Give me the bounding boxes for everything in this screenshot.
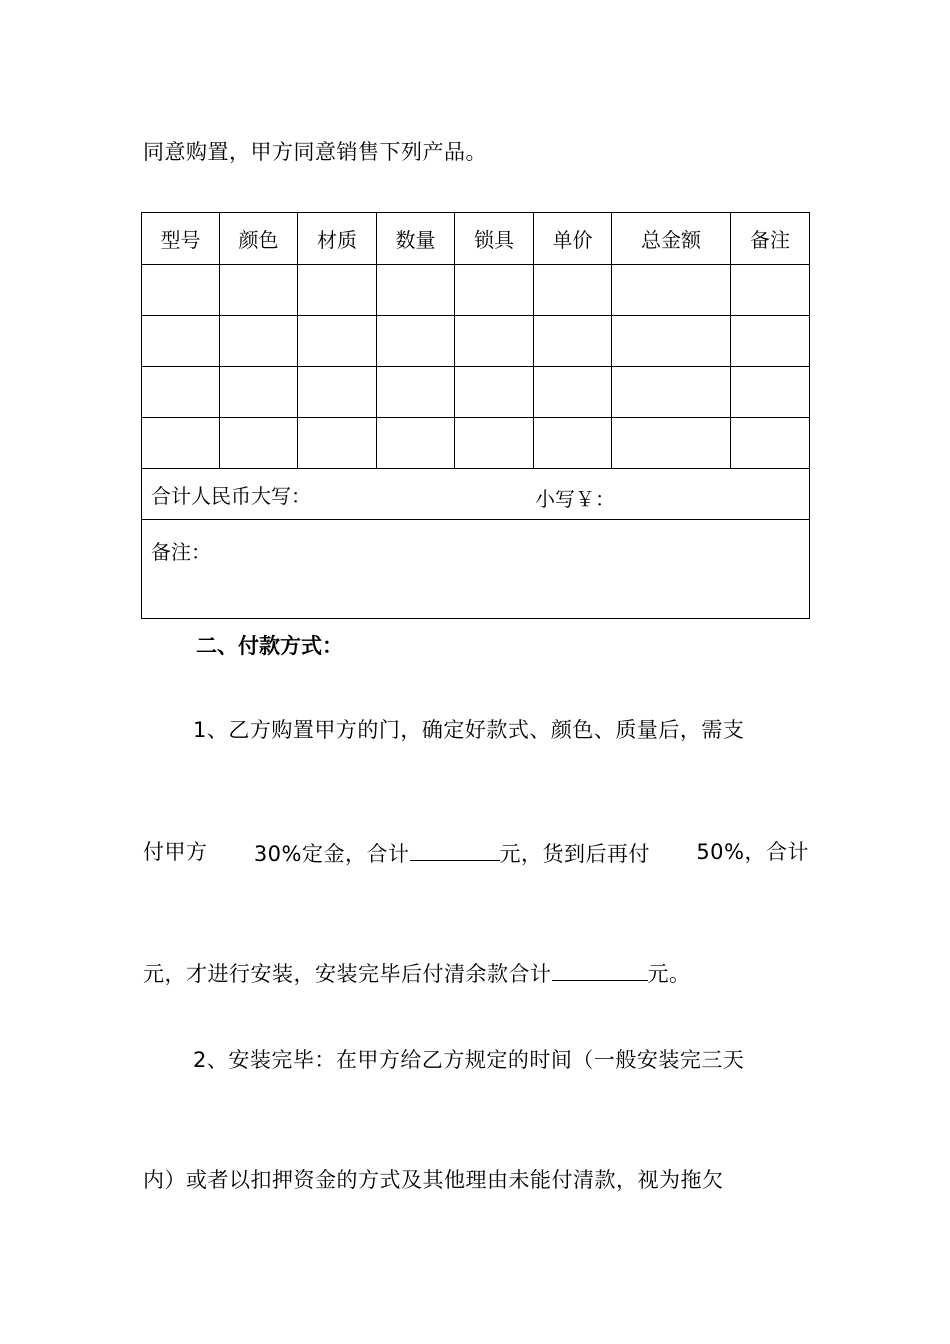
remark-cell: 备注： (142, 520, 810, 619)
header-cell-lock: 锁具 (455, 213, 534, 265)
table-cell (142, 265, 220, 316)
text-segment: 付甲方 (143, 840, 208, 864)
table-cell (731, 265, 810, 316)
table-cell (612, 418, 731, 469)
text-segment-with-blank (254, 838, 650, 868)
paragraph-2-line-1 (143, 1046, 809, 1074)
section-heading-payment: 二、付款方式： (196, 634, 343, 658)
header-cell-color: 颜色 (220, 213, 298, 265)
table-cell (377, 265, 455, 316)
table-cell (455, 265, 534, 316)
paragraph-2-line-2: 内）或者以扣押资金的方式及其他理由未能付清款，视为拖欠 (143, 1168, 724, 1192)
remark-row (142, 520, 810, 619)
table-cell (534, 316, 612, 367)
table-cell (731, 367, 810, 418)
table-cell (298, 265, 377, 316)
total-uppercase-label: 合计人民币大写： (151, 483, 311, 508)
paragraph-1-text: 1、乙方购置甲方的门，确定好款式、颜色、质量后，需支 (193, 718, 745, 742)
balance-text: 元，才进行安装，安装完毕后付清余款合计 (143, 962, 552, 986)
table-cell (455, 418, 534, 469)
header-cell-quantity: 数量 (377, 213, 455, 265)
table-cell (612, 316, 731, 367)
table-cell (377, 367, 455, 418)
text-segment: 元。 (647, 962, 691, 986)
table-cell (612, 367, 731, 418)
table-cell (298, 367, 377, 418)
table-cell (534, 367, 612, 418)
table-cell (142, 316, 220, 367)
table-cell (534, 265, 612, 316)
table-cell (377, 418, 455, 469)
order-table (141, 212, 810, 619)
table-cell (220, 265, 298, 316)
table-cell (455, 316, 534, 367)
table-row (142, 367, 810, 418)
table-row (142, 265, 810, 316)
table-cell (142, 418, 220, 469)
deposit-amount-blank[interactable] (410, 838, 500, 861)
header-cell-model: 型号 (142, 213, 220, 265)
total-cell (142, 469, 810, 520)
table-row (142, 316, 810, 367)
table-cell (534, 418, 612, 469)
arrival-text: 元，货到后再付 (499, 842, 650, 866)
table-cell (220, 316, 298, 367)
paragraph-1-line-2 (143, 838, 809, 868)
balance-amount-blank[interactable] (552, 958, 648, 981)
table-cell (220, 367, 298, 418)
table-cell (612, 265, 731, 316)
header-cell-total-amount: 总金额 (612, 213, 731, 265)
table-cell (377, 316, 455, 367)
table-cell (298, 316, 377, 367)
header-cell-material: 材质 (298, 213, 377, 265)
table-cell (298, 418, 377, 469)
header-cell-remark: 备注 (731, 213, 810, 265)
paragraph-2-text: 2、安装完毕：在甲方给乙方规定的时间（一般安装完三天 (193, 1048, 745, 1072)
paragraph-1-line-3 (143, 958, 809, 988)
table-cell (731, 418, 810, 469)
intro-line: 同意购置，甲方同意销售下列产品。 (143, 140, 487, 164)
table-cell (731, 316, 810, 367)
table-cell (142, 367, 220, 418)
table-cell (455, 367, 534, 418)
paragraph-1-line-1 (143, 716, 809, 744)
deposit-text: 30%定金，合计 (253, 842, 410, 866)
table-header-row (142, 213, 810, 265)
header-cell-unit-price: 单价 (534, 213, 612, 265)
text-segment: 50%，合计 (696, 840, 809, 864)
total-lowercase-label: 小写￥： (535, 487, 615, 511)
total-row (142, 469, 810, 520)
table-cell (220, 418, 298, 469)
table-row (142, 418, 810, 469)
